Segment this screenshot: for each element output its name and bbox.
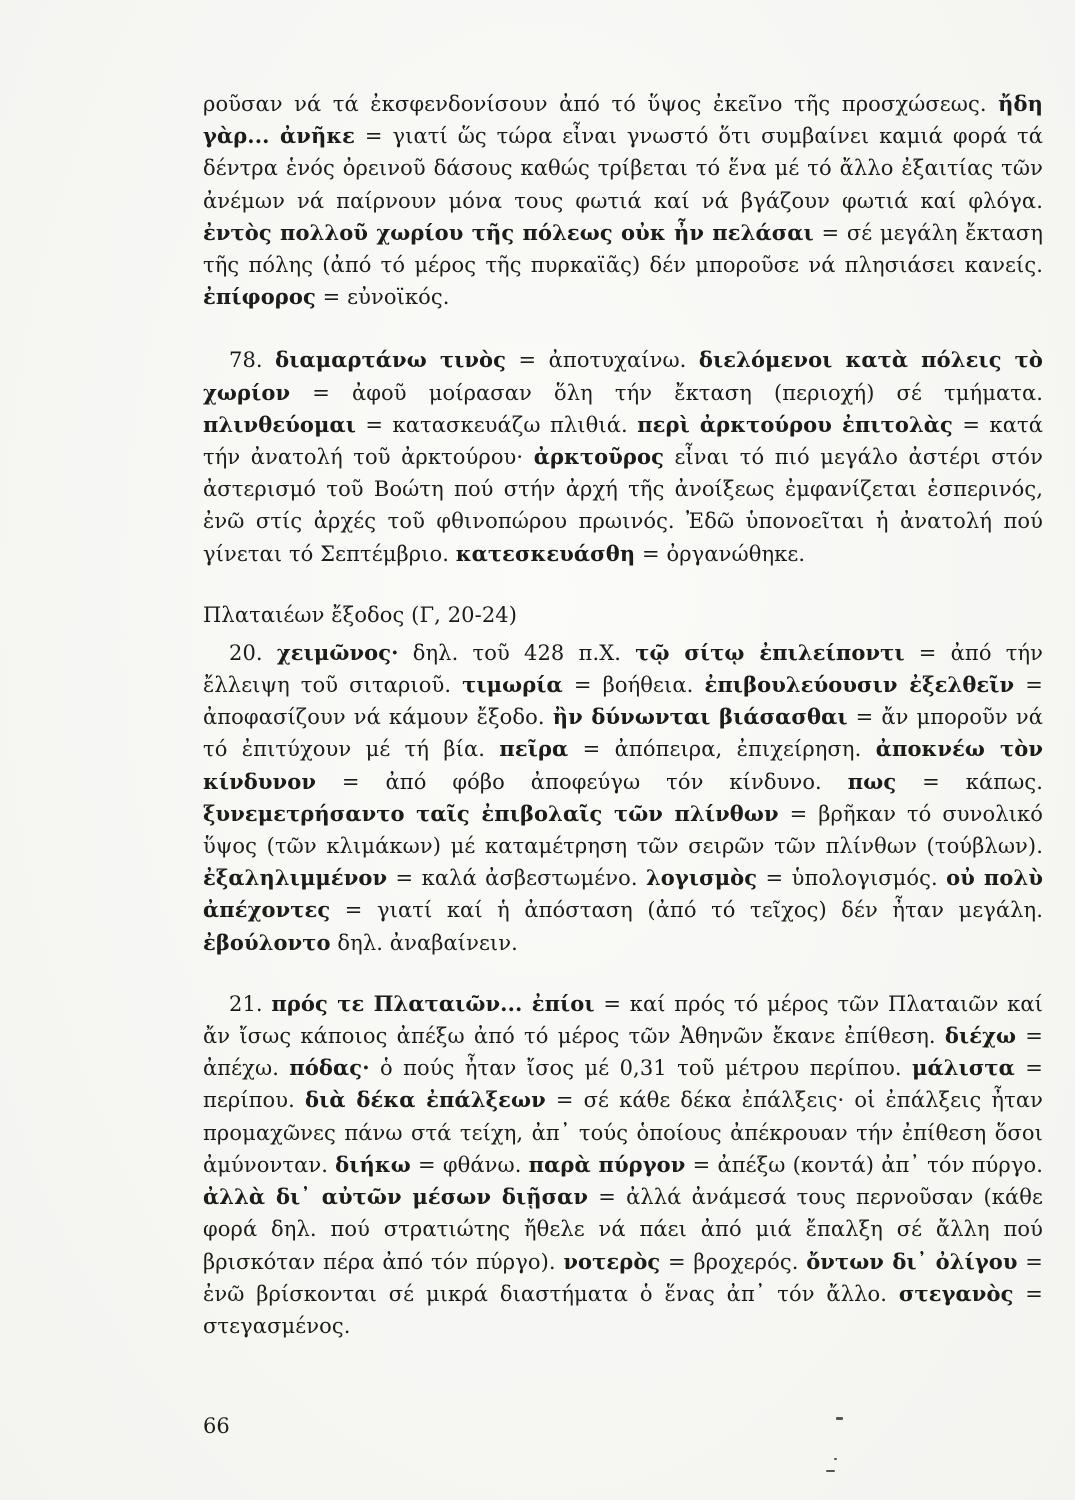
gloss: = βρῆκαν τό συνολικό ὕψος (τῶν κλιμάκων) μέ καταμέτρηση τῶν σειρῶν τῶν πλίνθων (τούβλων). (203, 801, 1043, 859)
term: ἐξαληλιμμένον (203, 865, 388, 891)
gloss: = εὐνοϊκός. (315, 285, 450, 310)
gloss: = περίπου. (203, 1056, 1043, 1113)
term: οὐ πολὺ ἀπέχοντες (203, 865, 1043, 923)
gloss: = στεγασμένος. (203, 1281, 1043, 1338)
gloss: δηλ. ἀναβαίνειν. (330, 930, 518, 955)
term: ἐντὸς πολλοῦ χωρίου τῆς πόλεως οὐκ ἦν πελάσαι (203, 219, 814, 245)
paragraph-21 (203, 988, 1043, 1342)
term: ἐβούλοντο (203, 929, 331, 955)
term: πεῖρα (499, 736, 569, 762)
gloss: = ἀπό φόβο ἀποφεύγω τόν κίνδυνο. (316, 769, 848, 794)
gloss: = κατασκευάζω πλιθιά. (355, 412, 638, 437)
section-heading: Πλαταιέων ἔξοδος (Γ, 20-24) (203, 602, 518, 627)
gloss: = κατά τήν ἀνατολή τοῦ ἀρκτούρου· (203, 412, 1043, 470)
gloss: εἶναι τό πιό μεγάλο ἀστέρι στόν ἀστερισμό τοῦ Βοώτη πού στήν ἀρχή τῆς ἀνοίξεως ἐμφανίζεται ἑσπερινός, ἐνῶ στίς ἀρχές τοῦ φθινοπώρου πρωινός. Ἐδῶ ὑπονοεῖται ἡ ἀνατολή πού γίνεται τό Σεπτέμβριο. (203, 445, 1043, 566)
term: τιμωρία (462, 672, 563, 698)
gloss: = καί πρός τό μέρος τῶν Πλαταιῶν καί ἄν ἴσως κάποιος ἀπέξω ἀπό τό μέρος τῶν Ἀθηνῶν ἔκανε ἐπίθεση. (203, 991, 1043, 1049)
gloss: = καλά ἀσβεστωμένο. (387, 866, 646, 891)
term: χειμῶνος· (276, 639, 399, 665)
gloss: = γιατί ὥς τώρα εἶναι γνωστό ὅτι συμβαίνει καμιά φορά τά δέντρα ἑνός ὀρεινοῦ δάσους καθώς τρίβεται τό ἕνα μέ τό ἄλλο ἐξαιτίας τῶν ἀνέμων νά παίρνουν μόνα τους φωτιά καί νά βγάζουν φωτιά καί φλόγα. (203, 124, 1043, 213)
term: ἐπίφορος (203, 284, 316, 310)
paragraph-78 (203, 344, 1043, 569)
gloss: = ἀποφασίζουν νά κάμουν ἔξοδο. (203, 673, 1043, 730)
gloss: = κάπως. (896, 769, 1043, 794)
gloss: 21. (229, 991, 272, 1016)
term: ἐπιβουλεύουσιν ἐξελθεῖν (704, 672, 1015, 698)
term: ἤδη γὰρ... ἀνῆκε (203, 91, 1043, 149)
term: παρὰ πύργον (528, 1151, 686, 1177)
gloss: = βροχερός. (660, 1249, 807, 1274)
gloss: = φθάνω. (410, 1152, 529, 1177)
print-speck (836, 1417, 843, 1420)
term: ξυνεμετρήσαντο ταῖς ἐπιβολαῖς τῶν πλίνθων (203, 800, 779, 826)
paragraph-20 (203, 637, 1043, 959)
gloss: = ἀπόπειρα, ἐπιχείρηση. (568, 737, 876, 762)
gloss: = ὑπολογισμός. (757, 866, 947, 891)
term: περὶ ἀρκτούρου ἐπιτολὰς (637, 411, 953, 437)
term: ἢν δύνωνται βιάσασθαι (552, 704, 848, 730)
body-text (203, 88, 1043, 1342)
page-number: 66 (203, 1414, 230, 1438)
gloss: = γιατί καί ἡ ἀπόσταση (ἀπό τό τεῖχος) δέν ἦταν μεγάλη. (330, 898, 1043, 923)
term: διελόμενοι κατὰ πόλεις τὸ χωρίον (203, 347, 1043, 405)
gloss: = ἀποτυχαίνω. (506, 348, 699, 373)
gloss: = ὀργανώθηκε. (635, 541, 806, 566)
gloss: = ἀπέξω (κοντά) ἀπ᾿ τόν πύργο. (685, 1152, 1044, 1177)
term: διέχω (944, 1023, 1017, 1049)
term: πως (847, 768, 897, 794)
gloss: 78. (229, 348, 276, 373)
term: κατεσκευάσθη (455, 540, 636, 566)
gloss: = ἐνῶ βρίσκονται σέ μικρά διαστήματα ὁ ἕνας ἀπ᾿ τόν ἄλλο. (203, 1249, 1043, 1306)
term: διαμαρτάνω τινὸς (275, 347, 507, 373)
print-speck (834, 1458, 837, 1460)
gloss: δηλ. τοῦ 428 π.Χ. (398, 640, 636, 665)
term: στεγανὸς (898, 1280, 1014, 1306)
term: νοτερὸς (563, 1248, 661, 1274)
term: ἀρκτοῦρος (533, 444, 664, 470)
term: ὄντων δι᾿ ὀλίγου (806, 1248, 1018, 1274)
term: μάλιστα (912, 1055, 1015, 1081)
print-speck (826, 1470, 835, 1472)
gloss: = σέ κάθε δέκα ἐπάλξεις· οἱ ἐπάλξεις ἦταν προμαχῶνες πάνω στά τείχη, ἀπ᾿ τούς ὁποίους ἀπέκρουαν τήν ἐπίθεση ὅσοι ἀμύνονταν. (203, 1088, 1043, 1177)
gloss: ροῦσαν νά τά ἐκσφενδονίσουν ἀπό τό ὕψος ἐκεῖνο τῆς προσχώσεως. (203, 92, 999, 116)
gloss: ὁ πούς ἦταν ἴσος μέ 0,31 τοῦ μέτρου περίπου. (369, 1056, 913, 1081)
term: πρός τε Πλαταιῶν... ἐπίοι (271, 990, 595, 1016)
gloss: = ἀπό τήν ἔλλειψη τοῦ σιταριοῦ. (203, 640, 1043, 698)
gloss: = ἀφοῦ μοίρασαν ὅλη τήν ἔκταση (περιοχή) σέ τμήματα. (290, 380, 1043, 405)
term: πλινθεύομαι (203, 411, 356, 437)
term: διὰ δέκα ἐπάλξεων (305, 1087, 546, 1113)
gloss: = βοήθεια. (562, 673, 705, 698)
term: διήκω (335, 1151, 411, 1177)
term: λογισμὸς (645, 865, 758, 891)
gloss: = σέ μεγάλη ἔκταση τῆς πόλης (ἀπό τό μέρος τῆς πυρκαϊᾶς) δέν μποροῦσε νά πλησιάσει κανείς. (203, 220, 1044, 278)
paragraph-intro (203, 88, 1043, 313)
term: ἀποκνέω τὸν κίνδυνον (203, 736, 1043, 794)
gloss: = ἀπέχω. (203, 1024, 1043, 1081)
gloss: = ἀλλά ἀνάμεσά τους περνοῦσαν (κάθε φορά δηλ. πού στρατιώτης ἤθελε νά πάει ἀπό μιά ἔπαλξη σέ ἄλλη πού βρισκόταν πέρα ἀπό τόν πύργο). (203, 1185, 1043, 1274)
term: ἀλλὰ δι᾿ αὐτῶν μέσων διῇσαν (203, 1184, 589, 1210)
term: πόδας· (289, 1055, 370, 1081)
gloss: = ἄν μποροῦν νά τό ἐπιτύχουν μέ τή βία. (203, 705, 1044, 762)
term: τῷ σίτῳ ἐπιλείποντι (635, 639, 905, 665)
gloss: 20. (229, 640, 277, 665)
